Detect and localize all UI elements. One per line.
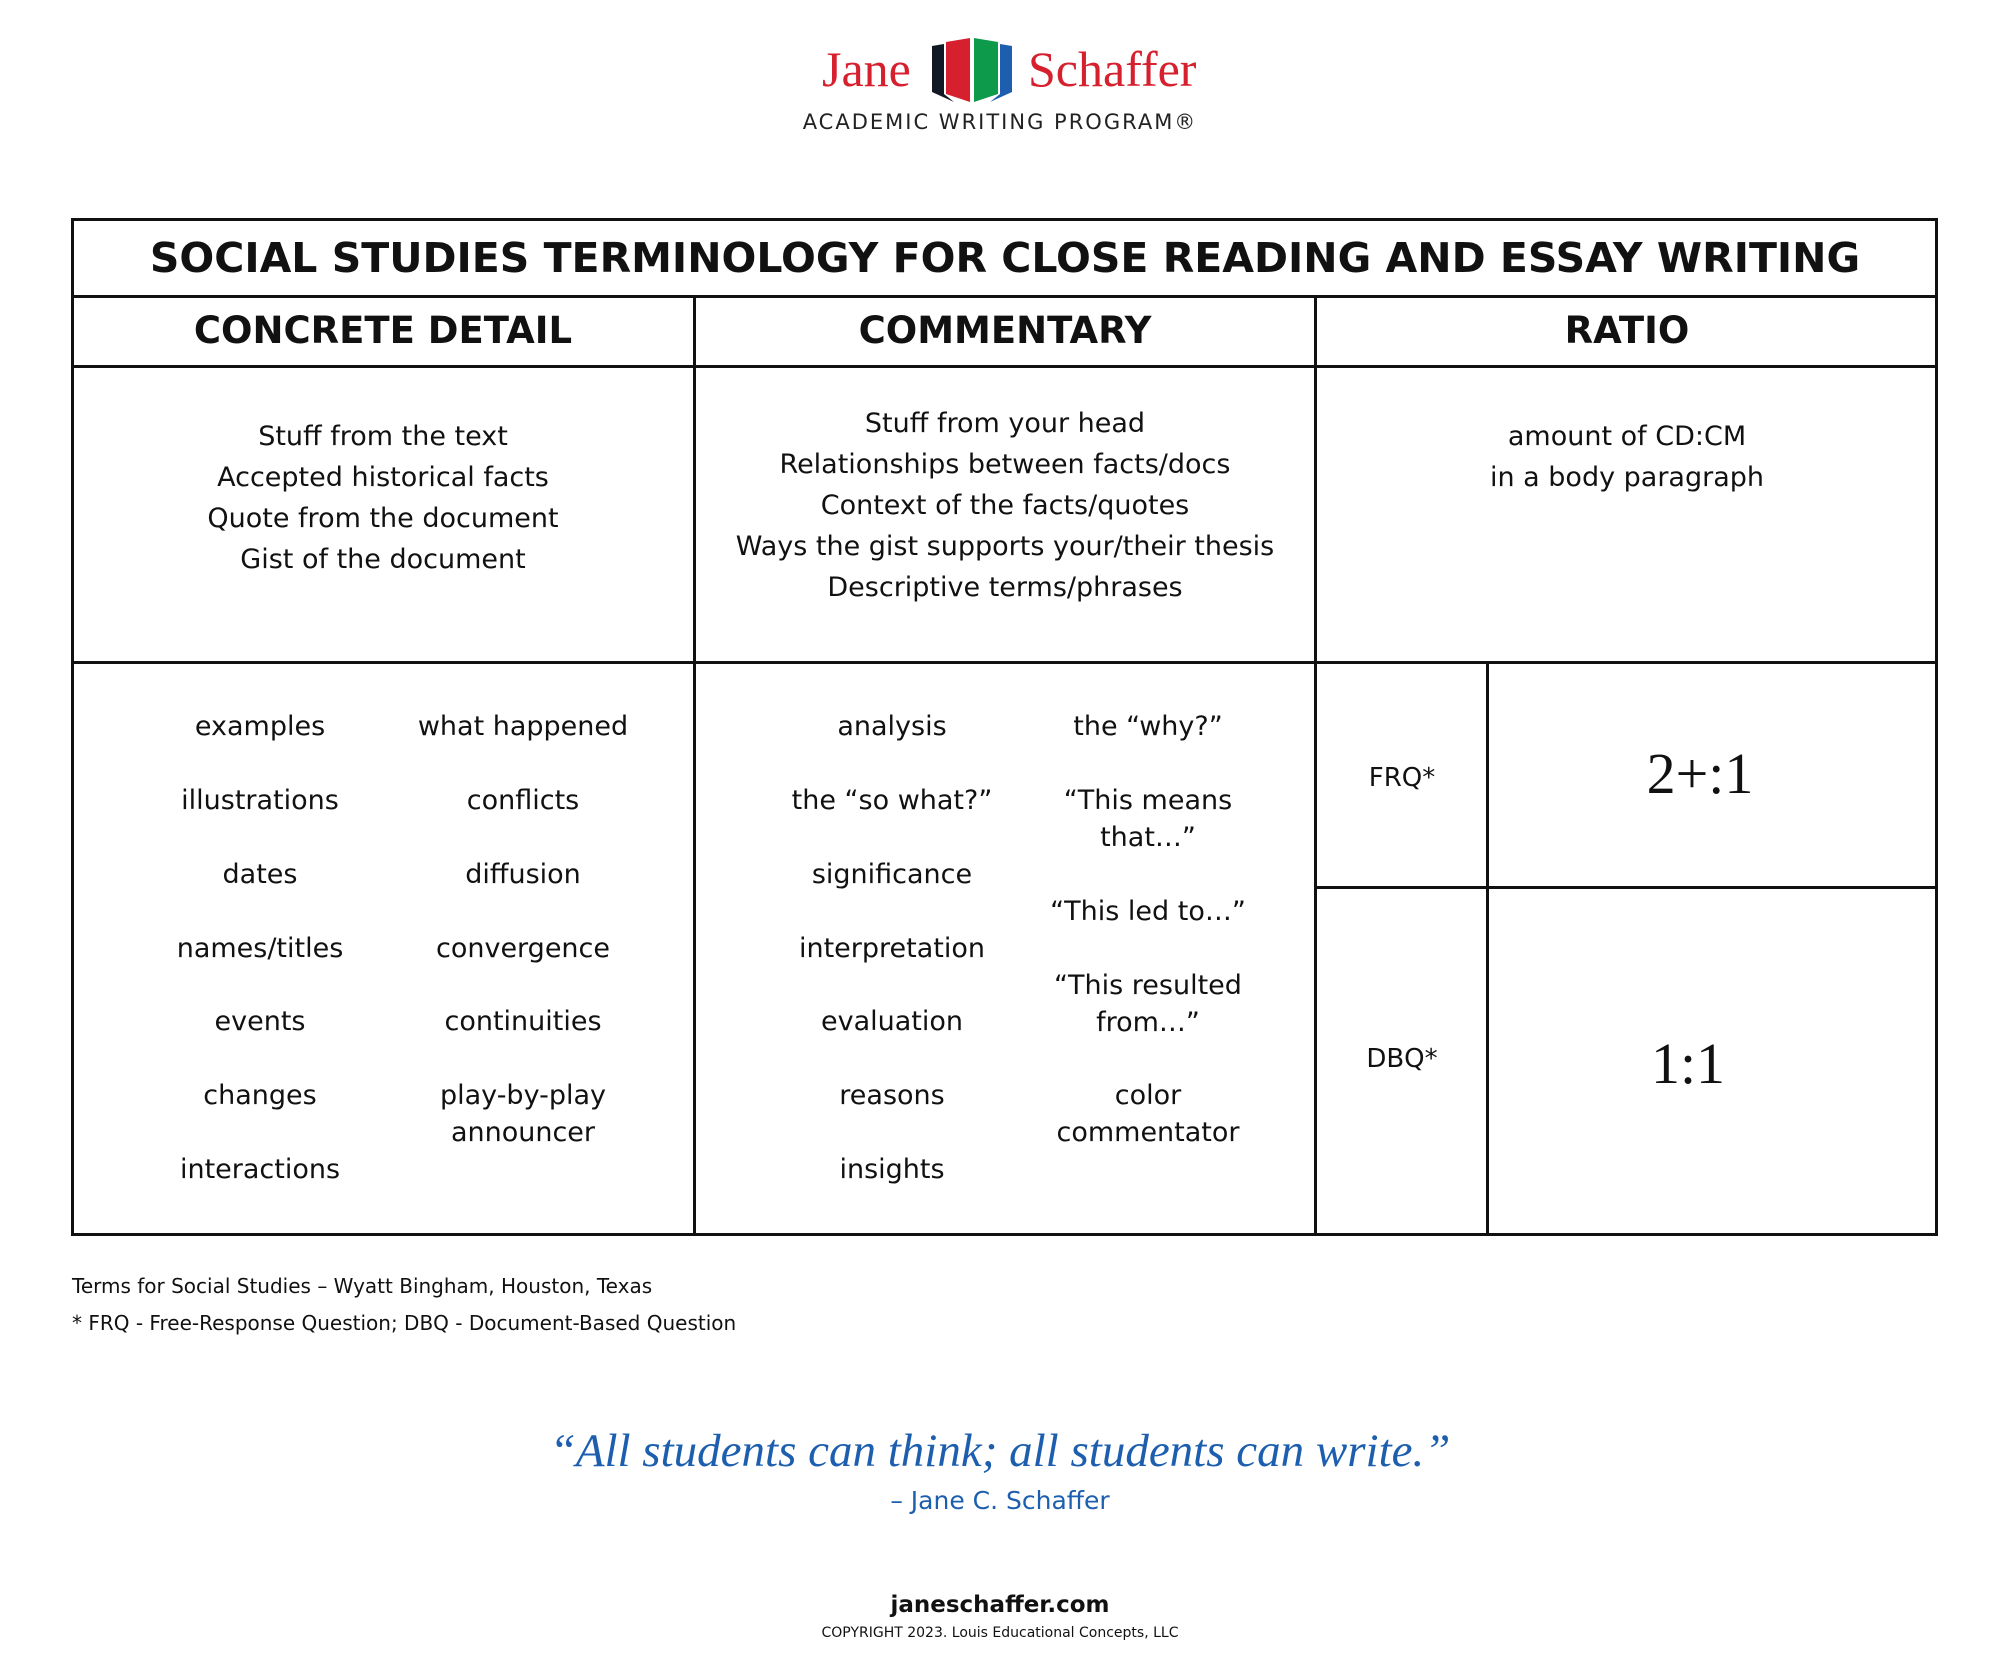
frq-ratio: 2+:1 [1646,741,1754,806]
quote-text: “All students can think; all students can write.” [549,1425,1451,1477]
dbq-ratio: 1:1 [1650,1031,1726,1096]
cm-term: color commentator [1056,1080,1240,1148]
logo-schaffer: Schaffer [1028,41,1197,97]
desc-line: Quote from the document [207,503,559,534]
desc-line: Stuff from your head [864,408,1146,439]
cm-term: insights [839,1154,945,1185]
cm-term: significance [811,859,973,890]
footnote-abbreviations: * FRQ - Free-Response Question; DBQ - Document-Based Question [72,1311,737,1335]
cm-term: the “why?” [1073,711,1223,742]
cd-term: play-by-play announcer [440,1080,606,1148]
cd-term: convergence [435,933,610,964]
cd-term: diffusion [465,859,581,890]
desc-line: in a body paragraph [1489,462,1765,493]
cd-description [72,416,694,580]
footnote-credit: Terms for Social Studies – Wyatt Bingham, Houston, Texas [72,1274,653,1298]
header-commentary: COMMENTARY [858,309,1152,352]
desc-line: Context of the facts/quotes [820,490,1190,521]
desc-line: Relationships between facts/docs [779,449,1231,480]
copyright: COPYRIGHT 2023. Louis Educational Concepts, LLC [821,1625,1179,1641]
header-ratio: RATIO [1564,309,1690,352]
cm-term: “This means that…” [1063,785,1233,853]
cm-term: evaluation [820,1006,963,1037]
logo-jane: Jane [822,41,911,97]
cm-term: reasons [839,1080,945,1111]
dbq-label: DBQ* [1366,1044,1438,1074]
book-logo-icon [928,36,1018,106]
cd-term: illustrations [181,785,339,816]
cd-term: changes [203,1080,317,1111]
cm-term: the “so what?” [791,785,993,816]
cd-term: what happened [417,711,629,742]
cd-term: conflicts [466,785,580,816]
cm-term: “This resulted from…” [1054,970,1242,1038]
cm-term: “This led to…” [1050,896,1246,927]
ratio-description [1316,416,1938,498]
desc-line: Stuff from the text [258,421,508,452]
logo-subtitle: ACADEMIC WRITING PROGRAM® [802,110,1198,134]
table-title: SOCIAL STUDIES TERMINOLOGY FOR CLOSE READING AND ESSAY WRITING [149,234,1861,282]
desc-line: Gist of the document [240,544,526,575]
cd-term: events [214,1006,306,1037]
desc-line: Descriptive terms/phrases [827,572,1183,603]
cd-term: interactions [179,1154,341,1185]
cm-term: interpretation [798,933,986,964]
cd-term: names/titles [176,933,344,964]
header-concrete-detail: CONCRETE DETAIL [193,309,573,352]
cm-term: analysis [837,711,947,742]
desc-line: amount of CD:CM [1507,421,1747,452]
cd-term: continuities [444,1006,602,1037]
frq-label: FRQ* [1368,763,1436,793]
desc-line: Ways the gist supports your/their thesis [735,531,1275,562]
cd-term: dates [222,859,298,890]
desc-line: Accepted historical facts [217,462,549,493]
website-link[interactable]: janeschaffer.com [890,1592,1110,1618]
quote-author: – Jane C. Schaffer [890,1486,1110,1515]
cm-description [694,403,1316,608]
cd-term: examples [194,711,326,742]
